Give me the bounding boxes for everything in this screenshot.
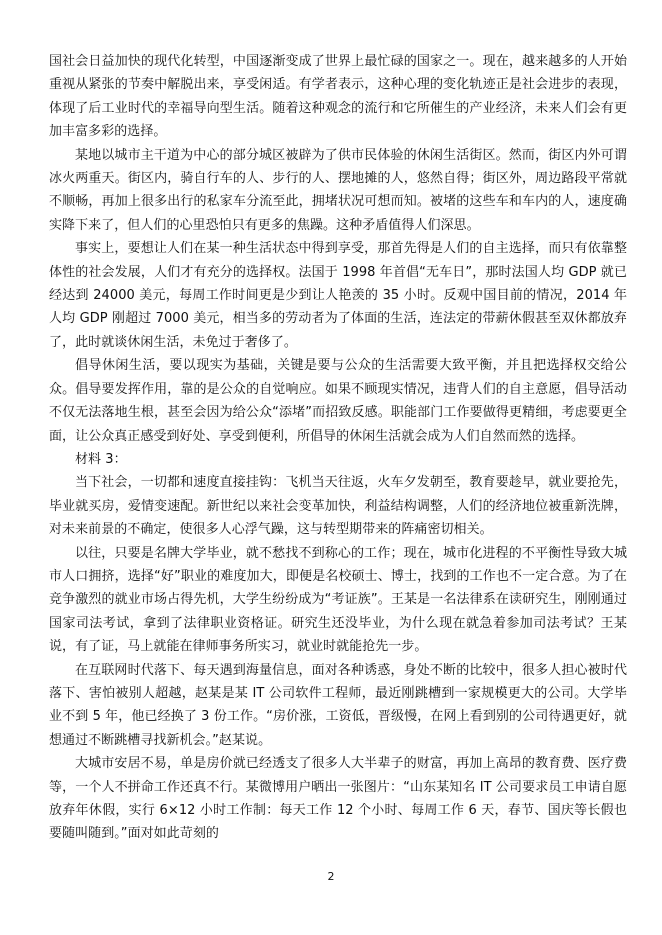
section-heading-material-3: 材料 3： [75,451,127,467]
paragraph-8: 大城市安居不易，单是房价就已经透支了很多人大半辈子的财富，再加上高昂的教育费、医疗费等，一个人不拼命工作还真不行。某微博用户晒出一张图片：“山东某知名 IT 公司要求员工申请自愿放弃年休假，实行 6×12 小时工作制：每天工作 12 个小时、每周工作 6 天，春节、国庆等长假也要随叫随到。”面对如此苛刻的 [49,756,627,842]
paragraph-5: 当下社会，一切都和速度直接挂钩：飞机当天往返，火车夕发朝至，教育要趁早，就业要抢先，毕业就买房，爱情变速配。新世纪以来社会变革加快，利益结构调整，人们的经济地位被重新洗牌，对未来前景的不确定，使很多人心浮气躁，这与转型期带来的阵痛密切相关。 [49,475,627,538]
paragraph-6: 以往，只要是名牌大学毕业，就不愁找不到称心的工作；现在，城市化进程的不平衡性导致大城市人口拥挤，选择“好”职业的难度加大，即便是名校硕士、博士，找到的工作也不一定合意。为了在竞争激烈的就业市场占得先机，大学生纷纷成为“考证族”。王某是一名法律系在读研究生，刚刚通过国家司法考试，拿到了法律职业资格证。研究生还没毕业，为什么现在就急着参加司法考试？王某说，有了证，马上就能在律师事务所实习，就业时就能抢先一步。 [49,545,627,655]
paragraph-4: 倡导休闲生活，要以现实为基础，关键是要与公众的生活需要大致平衡，并且把选择权交给公众。倡导要发挥作用，靠的是公众的自觉响应。如果不顾现实情况，违背人们的自主意愿，倡导活动不仅无法落地生根，甚至会因为给公众“添堵”而招致反感。职能部门工作要做得更精细，考虑要更全面，让公众真正感受到好处、享受到便利，所倡导的休闲生活就会成为人们自然而然的选择。 [49,358,627,444]
paragraph-2: 某地以城市主干道为中心的部分城区被辟为了供市民体验的休闲生活街区。然而，街区内外可谓冰火两重天。街区内，骑自行车的人、步行的人、摆地摊的人，悠然自得；街区外，周边路段平常就不顺畅，再加上很多出行的私家车分流至此，拥堵状况可想而知。被堵的这些车和车内的人，速度确实降下来了，但人们的心里恐怕只有更多的焦躁。这种矛盾值得人们深思。 [49,147,627,233]
page-number: 2 [327,870,335,883]
paragraph-1: 国社会日益加快的现代化转型，中国逐渐变成了世界上最忙碌的国家之一。现在，越来越多的人开始重视从紧张的节奏中解脱出来，享受闲适。有学者表示，这种心理的变化轨迹正是社会进步的表现，体现了后工业时代的幸福导向型生活。随着这种观念的流行和它所催生的产业经济，未来人们会有更加丰富多彩的选择。 [49,54,627,140]
document-body [49,50,627,846]
paragraph-7: 在互联网时代落下、每天遇到海量信息，面对各种诱惑，身处不断的比较中，很多人担心被时代落下、害怕被别人超越，赵某是某 IT 公司软件工程师，最近刚跳槽到一家规模更大的公司。大学毕业不到 5 年，他已经换了 3 份工作。“房价涨，工资低，晋级慢，在网上看到别的公司待遇更好，就想通过不断跳槽寻找新机会。”赵某说。 [49,662,627,748]
paragraph-3: 事实上，要想让人们在某一种生活状态中得到享受，那首先得是人们的自主选择，而只有依靠整体性的社会发展，人们才有充分的选择权。法国于 1998 年首倡“无车日”，那时法国人均 GDP 就已经达到 24000 美元，每周工作时间更是少到让人艳羡的 35 小时。反观中国目前的情况，2014 年人均 GDP 刚超过 7000 美元，相当多的劳动者为了体面的生活，连法定的带薪休假甚至双休都放弃了，此时就谈休闲生活，未免过于奢侈了。 [49,241,627,350]
